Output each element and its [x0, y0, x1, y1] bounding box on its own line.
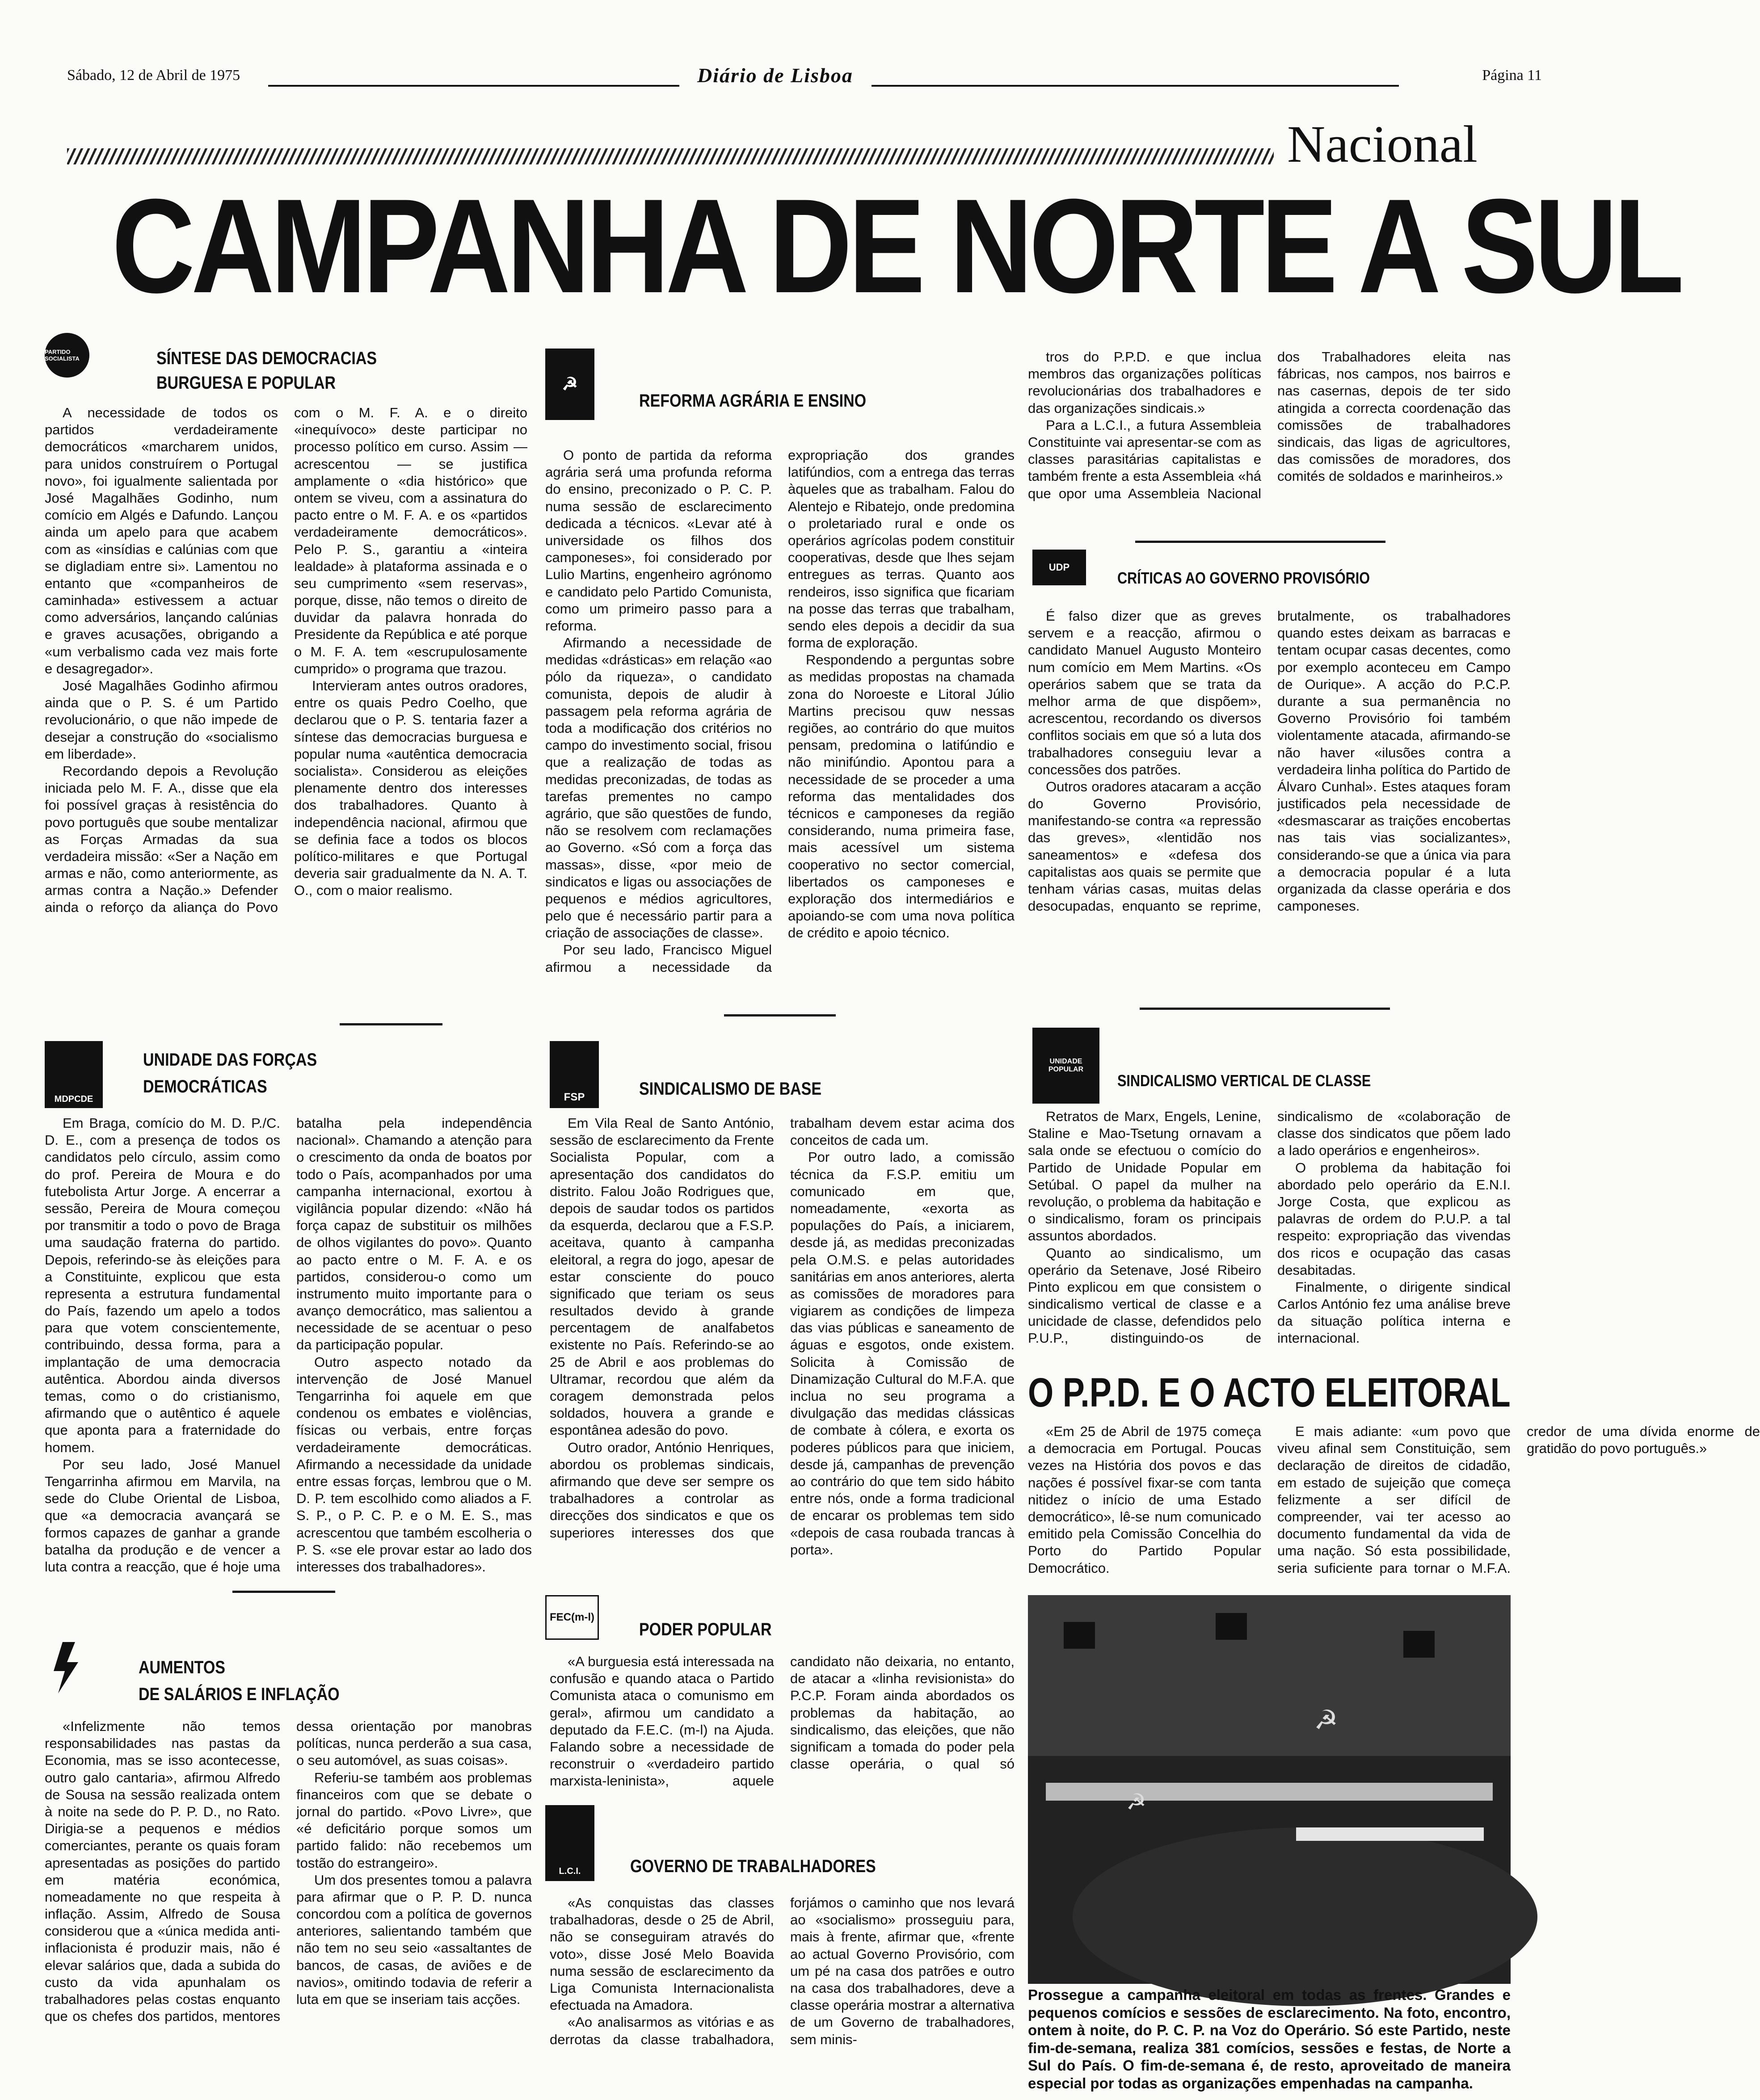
reforma-title: REFORMA AGRÁRIA E ENSINO: [639, 391, 867, 411]
hammer-sickle-icon: ☭: [1314, 1705, 1338, 1736]
governo-body: «As conquistas das classes trabalhadoras, desde o 25 de Abril, não se conseguiram através do voto», disse José Melo Boavida numa sessão de esclarecimento da Liga Comunista Internacionalista efectuada na Amadora. «Ao analisarmos as vitórias e as derrotas da classe trabalhadora, forjámos o caminho que nos levará ao «socialismo» prosseguiu para, mais à frente, afirmar que, «frente ao actual Governo Provisório, com um pé na casa dos patrões e outro na casa dos trabalhadores, deve a classe operária mostrar a alternativa de um Governo de trabalhadores, sem minis-: [550, 1895, 1015, 2047]
aumentos-title-1: AUMENTOS: [139, 1658, 225, 1677]
mdp-logo-icon: MDPCDE: [45, 1041, 103, 1108]
divider: [724, 1014, 836, 1016]
hammer-sickle-icon: ☭: [1126, 1789, 1146, 1815]
sintese-body: A necessidade de todos os partidos verdadeiramente democráticos «marcharem unidos, para unidos construírem o Portugal novo», foi igualmente salientada por José Magalhães Godinho, num comício em Algés e Dafundo. Lançou ainda um apelo para que acabem com as «insídias e calúnias com que se digladiam entre si». Lamentou no entanto que «companheiros de caminhada» estivessem a actuar como adversários, lançando calúnias e graves acusações, obrigando a «um verbalismo cada vez mais forte e desagregador». José Magalhães Godinho afirmou ainda que o P. S. é um Partido revolucionário, o que não impede de desejar a construção do «socialismo em liberdade». Recordando depois a Revolução iniciada pelo M. F. A., disse que ela foi possível graças à resistência do povo português que soube mentalizar as Forças Armadas da sua verdadeira missão: «Ser a Nação em armas e não, como anteriormente, as armas contra a Nação.» Defender ainda o reforço da aliança do Povo com o M. F. A. e o direito «inequívoco» deste participar no processo político em curso. Assim — acrescentou — se justifica amplamente o «dia histórico» que ontem se viveu, com a assinatura do pacto entre o M. F. A. e os «partidos verdadeiramente democráticos». Pelo P. S., garantiu a «inteira lealdade» à plataforma assinada e o seu cumprimento «sem reservas», porque, disse, não temos o direito de duvidar da palavra honrada do Presidente da República e até porque o M. F. A. tem «escrupulosamente cumprido» o programa que trazou. Intervieram antes outros oradores, entre os quais Pedro Coelho, que declarou que o P. S. tentaria fazer a síntese das democracias burguesa e popular numa «autêntica democracia socialista». Considerou as eleições plenamente dentro dos interesses dos trabalhadores. Quanto à independência nacional, afirmou que se definia face a todos os blocos político-militares e que Portugal deveria sair gradualmente da N. A. T. O., com o maior realismo.: [45, 405, 527, 916]
divider: [340, 1023, 442, 1025]
ppd-logo-icon: [45, 1640, 89, 1698]
udp-logo-icon: UDP: [1032, 550, 1086, 585]
poder-popular-title: PODER POPULAR: [639, 1620, 772, 1639]
header-rule-left: [268, 85, 679, 87]
divider: [1135, 541, 1385, 543]
sindicalismo-vertical-title: SINDICALISMO VERTICAL DE CLASSE: [1117, 1071, 1371, 1090]
pup-logo-icon: UNIDADE POPULAR: [1032, 1028, 1099, 1104]
header-rule-right: [872, 85, 1399, 87]
unidade-title-2: DEMOCRÁTICAS: [143, 1077, 267, 1096]
ppd-eleitoral-title: O P.P.D. E O ACTO ELEITORAL: [1028, 1370, 1511, 1415]
header-page-number: Página 11: [1482, 67, 1542, 84]
aumentos-body: «Infelizmente não temos responsabilidades nas pastas da Economia, mas se isso acontecesse, outro galo cantaria», afirmou Alfredo de Sousa na sessão realizada ontem à noite na sede do P. P. D., no Rato. Dirigia-se a pequenos e médios comerciantes, perante os quais foram apresentadas as posições do partido em matéria económica, nomeadamente no que respeita à inflação. Assim, Alfredo de Sousa considerou que a «única medida anti-inflacionista é produzir mais, não é elevar salários que, dada a subida do custo da vida apunhalam os trabalhadores pelas costas enquanto que os chefes dos partidos, mentores dessa orientação por manobras políticas, nunca perderão a sua casa, o seu automóvel, as suas coisas». Referiu-se também aos problemas financeiros com que se debate o jornal do partido. «Povo Livre», que «é deficitário porque somos um partido falido: não recebemos um tostão do estrangeiro». Um dos presentes tomou a palavra para afirmar que o P. P. D. nunca concordou com a política de governos anteriores, salientando também que não tem no seu seio «assaltantes de bancos, de casas, de aviões e de navios», omitindo todavia de referir a luta em que se inseriam tais acções.: [45, 1718, 532, 2024]
ppd-eleitoral-body: «Em 25 de Abril de 1975 começa a democracia em Portugal. Poucas vezes na História dos povos e das nações é possível fixar-se com tanta nitidez o início de uma Estado democrático», lê-se num comunicado emitido pela Comissão Concelhia do Porto do Partido Popular Democrático. E mais adiante: «um povo que viveu afinal sem Constituição, sem declaração de direitos de cidadão, em estado de sujeição que começa felizmente a ser difícil de compreender, vai ter acesso ao documento fundamental da vida de uma nação. Só esta possibilidade, seria suficiente para tornar o M.F.A. credor de uma dívida enorme de gratidão do povo português.»: [1028, 1424, 1760, 1576]
divider: [232, 1591, 335, 1593]
lci-continuation-body: tros do P.P.D. e que inclua membros das organizações políticas revolucionárias dos trabalhadores e das organizações sindicais.» Para a L.C.I., a futura Assembleia Constituinte vai apresentar-se com as classes parasitárias capitalistas e também frente a esta Assembleia «há que opor uma Assembleia Nacional dos Trabalhadores eleita nas fábricas, nos campos, nos bairros e nas casernas, depois de ter sido atingida a correcta coordenação das comissões de trabalhadores sindicais, das ligas de agricultores, das comissões de moradores, dos comités de soldados e marinheiros.»: [1028, 349, 1511, 501]
section-title: Nacional: [1287, 115, 1478, 173]
rally-photo: [1028, 1595, 1511, 1984]
main-headline: CAMPANHA DE NORTE A SUL: [112, 171, 1680, 321]
header-date: Sábado, 12 de Abril de 1975: [67, 67, 240, 84]
governo-title: GOVERNO DE TRABALHADORES: [630, 1856, 876, 1876]
criticas-title: CRÍTICAS AO GOVERNO PROVISÓRIO: [1117, 569, 1370, 587]
criticas-body: É falso dizer que as greves servem e a reacção, afirmou o candidato Manuel Augusto Monteiro num comício em Mem Martins. «Os operários sabem que se trata da melhor arma de que dispõem», acrescentou, recordando os diversos conflitos sociais em que só a luta dos trabalhadores conseguiu levar a concessões dos patrões. Outros oradores atacaram a acção do Governo Provisório, manifestando-se contra «a repressão das greves», «lentidão nos saneamentos» e «defesa dos capitalistas aos quais se permite que tenham várias casas, muitas delas desocupadas, enquanto se reprime, brutalmente, os trabalhadores quando estes deixam as barracas e tentam ocupar casas decentes, como por exemplo aconteceu em Campo de Ourique». A acção do P.C.P. durante a sua permanência no Governo Provisório foi também violentamente atacada, afirmando-se não haver «ilusões contra a verdadeira linha política do Partido de Álvaro Cunhal». Estes ataques foram justificados pela necessidade de «desmascarar as traições encobertas nas tais vias socializantes», considerando-se que a única via para a democracia popular é a luta organizada da classe operária e dos camponeses.: [1028, 608, 1511, 914]
reforma-body: O ponto de partida da reforma agrária será uma profunda reforma do ensino, preconizado o P. C. P. numa sessão de esclarecimento dedicada a técnicos. «Levar até à universidade os filhos dos camponeses», foi considerado por Lulio Martins, engenheiro agrónomo e candidato pelo Partido Comunista, como um primeiro passo para a reforma. Afirmando a necessidade de medidas «drásticas» em relação «ao pólo da riqueza», o candidato comunista, depois de aludir à passagem pela reforma agrária de toda a modificação dos critérios no campo do investimento social, frisou que a realização de todas as medidas preconizadas, de todas as tarefas prementes no campo agrário, que são questões de fundo, não se resolvem com reclamações ao Governo. «Só com a força das massas», disse, «por meio de sindicatos e ligas ou associações de pequenos e médios agricultores, pelo que é necessário partir para a criação de associações de classe». Por seu lado, Francisco Miguel afirmou a necessidade da expropriação dos grandes latifúndios, com a entrega das terras àqueles que as trabalham. Falou do Alentejo e Ribatejo, onde predomina o proletariado rural e onde os operários agrícolas podem constituir cooperativas, desde que lhes sejam entregues as terras. Quanto aos rendeiros, isso significa que ficariam na posse das terras que trabalham, sendo eles depois a decidir da sua forma de exploração. Respondendo a perguntas sobre as medidas propostas na chamada zona do Noroeste e Litoral Júlio Martins precisou quw nessas regiões, ao contrário do que muitos pensam, predomina o latifúndio e não minifúndio. Apontou para a necessidade de se proceder a uma reforma das mentalidades dos técnicos e camponeses da região considerando, numa primeira fase, mais acessível um sistema cooperativo no sector comercial, libertados os camponeses e exploração dos intermediários e apoiando-se com uma nova política de crédito e apoio técnico.: [545, 447, 1015, 975]
sindicalismo-base-title: SINDICALISMO DE BASE: [639, 1079, 822, 1099]
divider: [1140, 1008, 1390, 1010]
sintese-title-1: SÍNTESE DAS DEMOCRACIAS: [156, 349, 377, 368]
fsp-logo-icon: FSP: [550, 1041, 599, 1108]
fec-logo-icon: FEC(m-l): [545, 1595, 599, 1640]
section-hatch-bar: [67, 148, 1274, 164]
sindicalismo-base-body: Em Vila Real de Santo António, sessão de esclarecimento da Frente Socialista Popular, com a apresentação dos candidatos do distrito. Falou João Rodrigues que, depois de saudar todos os partidos da esquerda, declarou que a F.S.P. aceitava, quanto à campanha eleitoral, a regra do jogo, apesar de estar consciente do pouco significado que teriam os seus resultados devido à grande percentagem de analfabetos existente no País. Referindo-se ao 25 de Abril e aos problemas do Ultramar, recordou que além da coragem demonstrada pelos soldados, houvera a grande e espontânea adesão do povo. Outro orador, António Henriques, abordou os problemas sindicais, afirmando que deve ser sempre os trabalhadores a controlar as direcções dos sindicatos e que os superiores interesses dos que trabalham devem estar acima dos conceitos de cada um. Por outro lado, a comissão técnica da F.S.P. emitiu um comunicado em que, nomeadamente, «exorta as populações do País, a iniciarem, desde já, as medidas preconizadas pela O.M.S. e pelas autoridades sanitárias em anos anteriores, alerta as comissões de moradores para vigiarem as condições de limpeza das vias públicas e saneamento de águas e esgotos, onde existem. Solicita à Comissão de Dinamização Cultural do M.F.A. que inclua no seu programa a divulgação das medidas clássicas de combate à cólera, e exorta os poderes públicos para que iniciem, desde já, campanhas de prevenção ao contrário do que tem sido hábito entre nós, onde a forma tradicional de encarar os problemas tem sido «depois de casa roubada trancas à porta».: [550, 1115, 1015, 1558]
lci-logo-icon: L.C.I.: [545, 1805, 594, 1881]
unidade-title-1: UNIDADE DAS FORÇAS: [143, 1050, 317, 1070]
aumentos-title-2: DE SALÁRIOS E INFLAÇÃO: [139, 1684, 340, 1704]
photo-caption: Prossegue a campanha eleitoral em todas as frentes. Grandes e pequenos comícios e sessões de esclarecimento. Na foto, encontro, ontem à noite, do P. C. P. na Voz do Operário. Só este Partido, neste fim-de-semana, realiza 381 comícios, sessões e festas, de Norte a Sul do País. O fim-de-semana é, de resto, aproveitado de maneira especial por todas as organizações empenhadas na campanha.: [1028, 1987, 1511, 2092]
poder-popular-body: «A burguesia está interessada na confusão e quando ataca o Partido Comunista ataca o comunismo em geral», afirmou um candidato a deputado da F.E.C. (m-l) na Ajuda. Falando sobre a necessidade de reconstruir o «verdadeiro partido marxista-leninista», aquele candidato não deixaria, no entanto, de atacar a «linha revisionista» do P.C.P. Foram ainda abordados os problemas da habitação, ao sindicalismo, das eleições, que não significam a tomada do poder pela classe operária, o qual só: [550, 1654, 1015, 1789]
sintese-title-2: BURGUESA E POPULAR: [156, 373, 336, 393]
header-paper-name: Diário de Lisboa: [697, 64, 853, 87]
sindicalismo-vertical-body: Retratos de Marx, Engels, Lenine, Staline e Mao-Tsetung ornavam a sala onde se efectuou o comício do Partido de Unidade Popular em Setúbal. O papel da mulher na revolução, o problema da habitação e o sindicalismo, foram os principais assuntos abordados. Quanto ao sindicalismo, um operário da Setenave, José Ribeiro Pinto explicou em que consistem o sindicalismo vertical de classe e a unicidade de classe, defendidos pelo P.U.P., distinguindo-os de sindicalismo de «colaboração de classe dos sindicatos que põem lado a lado operários e engenheiros». O problema da habitação foi abordado pelo operário da E.N.I. Jorge Costa, que explicou as palavras de ordem do P.U.P. a tal respeito: expropriação das vivendas dos ricos e ocupação das casas desabitadas. Finalmente, o dirigente sindical Carlos António fez uma análise breve da situação política interna e internacional.: [1028, 1109, 1511, 1346]
pcp-logo-icon: ☭: [545, 349, 594, 420]
ps-logo-icon: PARTIDO SOCIALISTA: [45, 333, 89, 378]
unidade-body: Em Braga, comício do M. D. P./C. D. E., com a presença de todos os candidatos pelo círculo, assim como do prof. Pereira de Moura e do futebolista Artur Jorge. A encerrar a sessão, Pereira de Moura começou por transmitir a todo o povo de Braga uma saudação fraterna do partido. Depois, referindo-se às eleições para a Constituinte, explicou que esta representa a estrutura fundamental do País, fazendo um apelo a todos para que votem conscientemente, contribuindo, dessa forma, para a implantação de uma democracia autêntica. Abordou ainda diversos temas, como o do cristianismo, afirmando que o autêntico é aquele que aponta para a fraternidade do homem. Por seu lado, José Manuel Tengarrinha afirmou em Marvila, na sede do Clube Oriental de Lisboa, que «a democracia avançará se formos capazes de ganhar a grande batalha da produção e de vencer a luta contra a reacção, que é hoje uma batalha pela independência nacional». Chamando a atenção para o crescimento da onda de boatos por todo o País, acompanhados por uma campanha internacional, exortou à vigilância popular dizendo: «Não há força capaz de substituir os milhões de olhos vigilantes do povo». Quanto ao pacto entre o M. F. A. e os partidos, considerou-o como um instrumento muito importante para o avanço democrático, mas salientou a necessidade de se acentuar o peso da participação popular. Outro aspecto notado da intervenção de José Manuel Tengarrinha foi aquele em que condenou os embates e violências, físicas ou verbais, entre forças verdadeiramente democráticas. Afirmando a necessidade da unidade entre essas forças, lembrou que o M. D. P. tem escolhido como aliados a F. S. P., o P. C. P. e o M. E. S., mas acrescentou que também escolheria o P. S. «se ele provar estar ao lado dos interesses dos trabalhadores».: [45, 1115, 532, 1575]
